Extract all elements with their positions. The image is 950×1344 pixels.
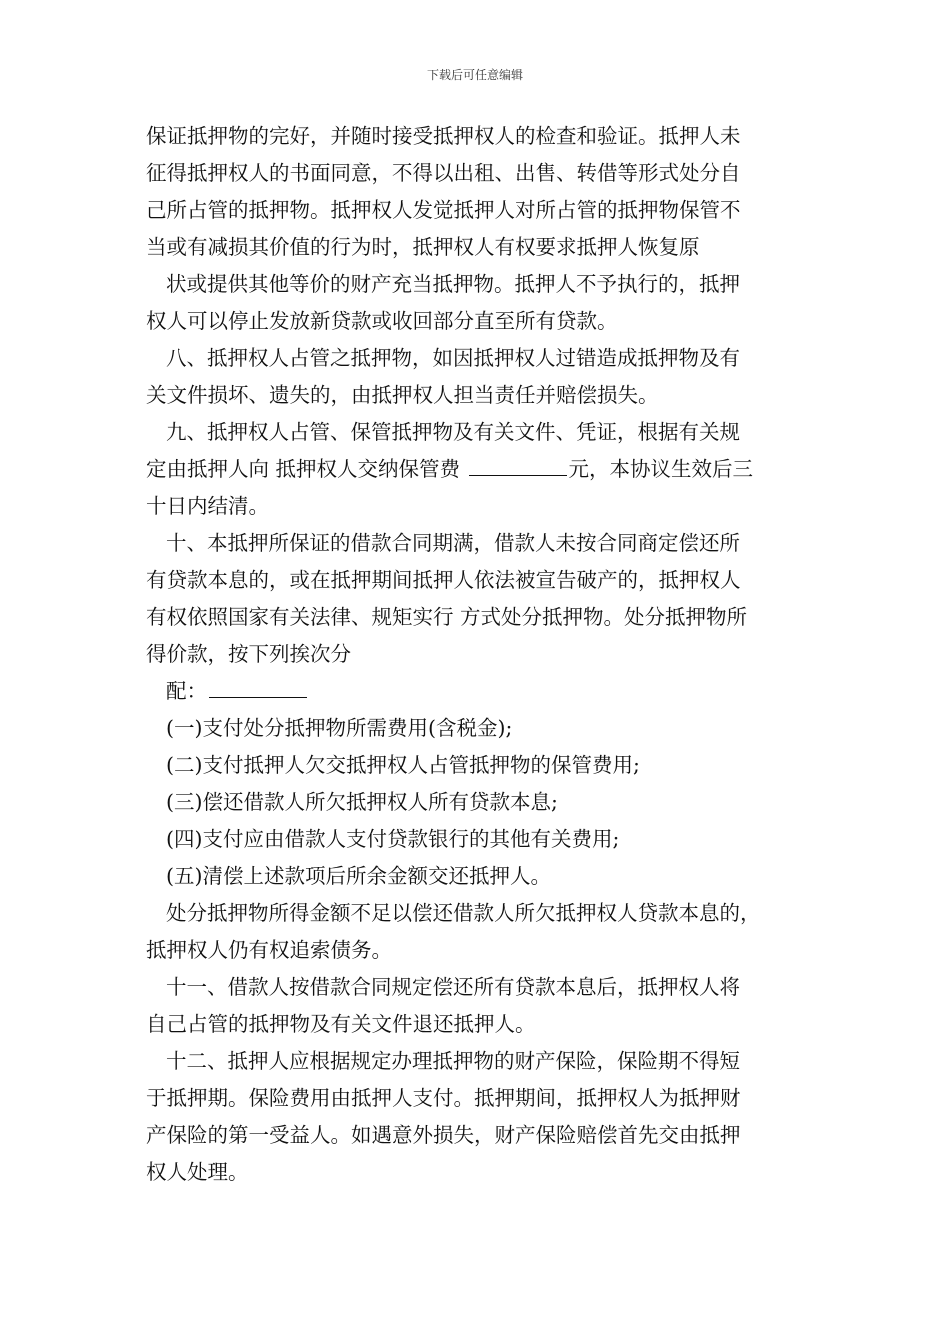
text-line: 状或提供其他等价的财产充当抵押物。抵押人不予执行的，抵押 [166,272,740,296]
text-line: 抵押权人仍有权追索债务。 [146,938,392,962]
text-line: (三)偿还借款人所欠抵押权人所有贷款本息; [166,790,558,814]
text-line: 十二、抵押人应根据规定办理抵押物的财产保险，保险期不得短 [166,1049,740,1073]
document-body [146,118,810,1191]
text-line: 十日内结清。 [146,494,269,518]
text-line: 有权依照国家有关法律、规矩实行 方式处分抵押物。处分抵押物所 [146,605,748,629]
text-line [146,673,810,710]
text-line: 权人可以停止发放新贷款或收回部分直至所有贷款。 [146,309,618,333]
text-segment: 定由抵押人向 抵押权人交纳保管费 [146,457,467,481]
text-line: 处分抵押物所得金额不足以偿还借款人所欠抵押权人贷款本息的， [166,901,761,925]
text-line: 产保险的第一受益人。如遇意外损失，财产保险赔偿首先交由抵押 [146,1123,741,1147]
text-line [146,451,810,488]
text-line: (一)支付处分抵押物所需费用(含税金); [166,716,513,740]
text-line: 当或有减损其价值的行为时，抵押权人有权要求抵押人恢复原 [146,235,700,259]
fill-in-blank [209,696,307,698]
text-line: 八、抵押权人占管之抵押物，如因抵押权人过错造成抵押物及有 [166,346,740,370]
text-segment: 配： [166,679,207,703]
page-header: 下载后可任意编辑 [426,68,523,82]
text-segment: 元，本协议生效后三 [568,457,754,481]
text-line: 九、抵押权人占管、保管抵押物及有关文件、凭证，根据有关规 [166,420,740,444]
text-line: (四)支付应由借款人支付贷款银行的其他有关费用; [166,827,620,851]
text-line: 于抵押期。保险费用由抵押人支付。抵押期间，抵押权人为抵押财 [146,1086,741,1110]
text-line: 己所占管的抵押物。抵押权人发觉抵押人对所占管的抵押物保管不 [146,198,741,222]
text-line: (五)清偿上述款项后所余金额交还抵押人。 [166,864,551,888]
text-line: 关文件损坏、遗失的，由抵押权人担当责任并赔偿损失。 [146,383,659,407]
text-line: 十、本抵押所保证的借款合同期满，借款人未按合同商定偿还所 [166,531,740,555]
text-line: 有贷款本息的，或在抵押期间抵押人依法被宣告破产的，抵押权人 [146,568,741,592]
text-line: 权人处理。 [146,1160,249,1184]
fill-in-blank [469,474,567,476]
text-line: 征得抵押权人的书面同意，不得以出租、出售、转借等形式处分自 [146,161,741,185]
text-line: 自己占管的抵押物及有关文件退还抵押人。 [146,1012,536,1036]
text-line: 十一、借款人按借款合同规定偿还所有贷款本息后，抵押权人将 [166,975,740,999]
text-line: 保证抵押物的完好，并随时接受抵押权人的检查和验证。抵押人未 [146,124,741,148]
text-line: 得价款，按下列挨次分 [146,642,351,666]
text-line: (二)支付抵押人欠交抵押权人占管抵押物的保管费用; [166,753,640,777]
